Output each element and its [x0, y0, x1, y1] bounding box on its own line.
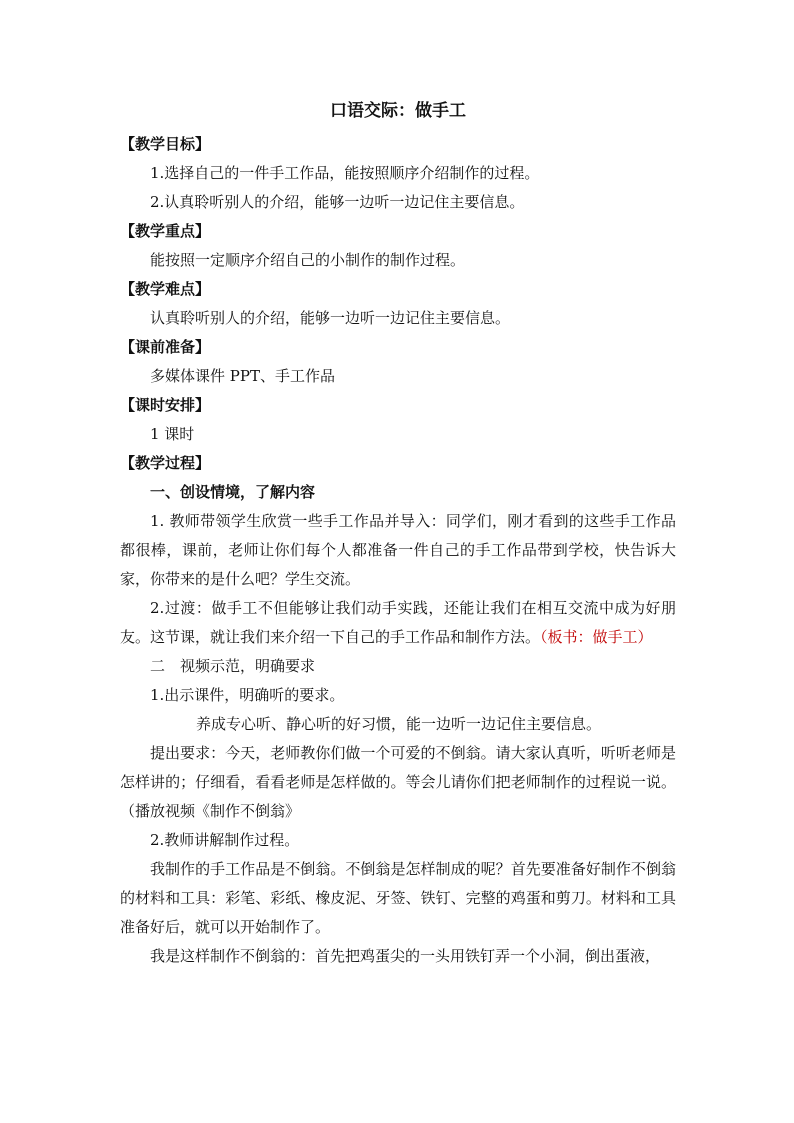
section-heading-process: 【教学过程】	[120, 454, 211, 472]
step2-paragraph-2: 我制作的手工作品是不倒翁。不倒翁是怎样制成的呢？首先要准备好制作不倒翁的材料和工具：彩笔、彩纸、橡皮泥、牙签、铁钉、完整的鸡蛋和剪刀。材料和工具准备好后，就可以开始制作了。	[120, 860, 676, 936]
focus-text: 能按照一定顺序介绍自己的小制作的制作过程。	[150, 251, 466, 269]
step1-paragraph-1: 1. 教师带领学生欣赏一些手工作品并导入：同学们，刚才看到的这些手工作品都很棒，课前，老师让你们每个人都准备一件自己的手工作品带到学校，快告诉大家，你带来的是什么吧？学生交流。	[120, 512, 676, 588]
step2-paragraph-1: 提出要求：今天，老师教你们做一个可爱的不倒翁。请大家认真听，听听老师是怎样讲的；仔细看，看看老师是怎样做的。等会儿请你们把老师制作的过程说一说。（播放视频《制作不倒翁》	[120, 744, 676, 820]
document-title: 口语交际：做手工	[330, 101, 466, 121]
section-heading-goals: 【教学目标】	[120, 135, 211, 153]
board-note: （板书：做手工）	[540, 628, 653, 646]
step1-paragraph-2	[120, 594, 676, 652]
section-heading-focus: 【教学重点】	[120, 222, 211, 240]
step1-paragraph-2-main: 2.过渡：做手工不但能够让我们动手实践，还能让我们在相互交流中成为好朋友。这节课，就让我们来介绍一下自己的手工作品和制作方法。	[120, 599, 676, 646]
step2-title: 二 视频示范，明确要求	[150, 657, 316, 675]
goal-item: 2.认真聆听别人的介绍，能够一边听一边记住主要信息。	[150, 193, 525, 211]
step1-title: 一、创设情境，了解内容	[150, 483, 316, 501]
section-heading-difficulty: 【教学难点】	[120, 280, 211, 298]
step2-item-1: 1.出示课件，明确听的要求。	[150, 686, 345, 704]
section-heading-schedule: 【课时安排】	[120, 396, 211, 414]
step2-item-2: 2.教师讲解制作过程。	[150, 831, 300, 849]
section-heading-prep: 【课前准备】	[120, 338, 211, 356]
step2-quote: 养成专心听、静心听的好习惯，能一边听一边记住主要信息。	[196, 715, 602, 733]
step2-paragraph-3: 我是这样制作不倒翁的：首先把鸡蛋尖的一头用铁钉弄一个小洞，倒出蛋液，	[150, 947, 661, 965]
prep-text: 多媒体课件 PPT、手工作品	[150, 367, 335, 385]
goal-item: 1.选择自己的一件手工作品，能按照顺序介绍制作的过程。	[150, 164, 540, 182]
schedule-text: 1 课时	[150, 425, 195, 443]
document-page	[120, 100, 676, 971]
difficulty-text: 认真聆听别人的介绍，能够一边听一边记住主要信息。	[150, 309, 511, 327]
